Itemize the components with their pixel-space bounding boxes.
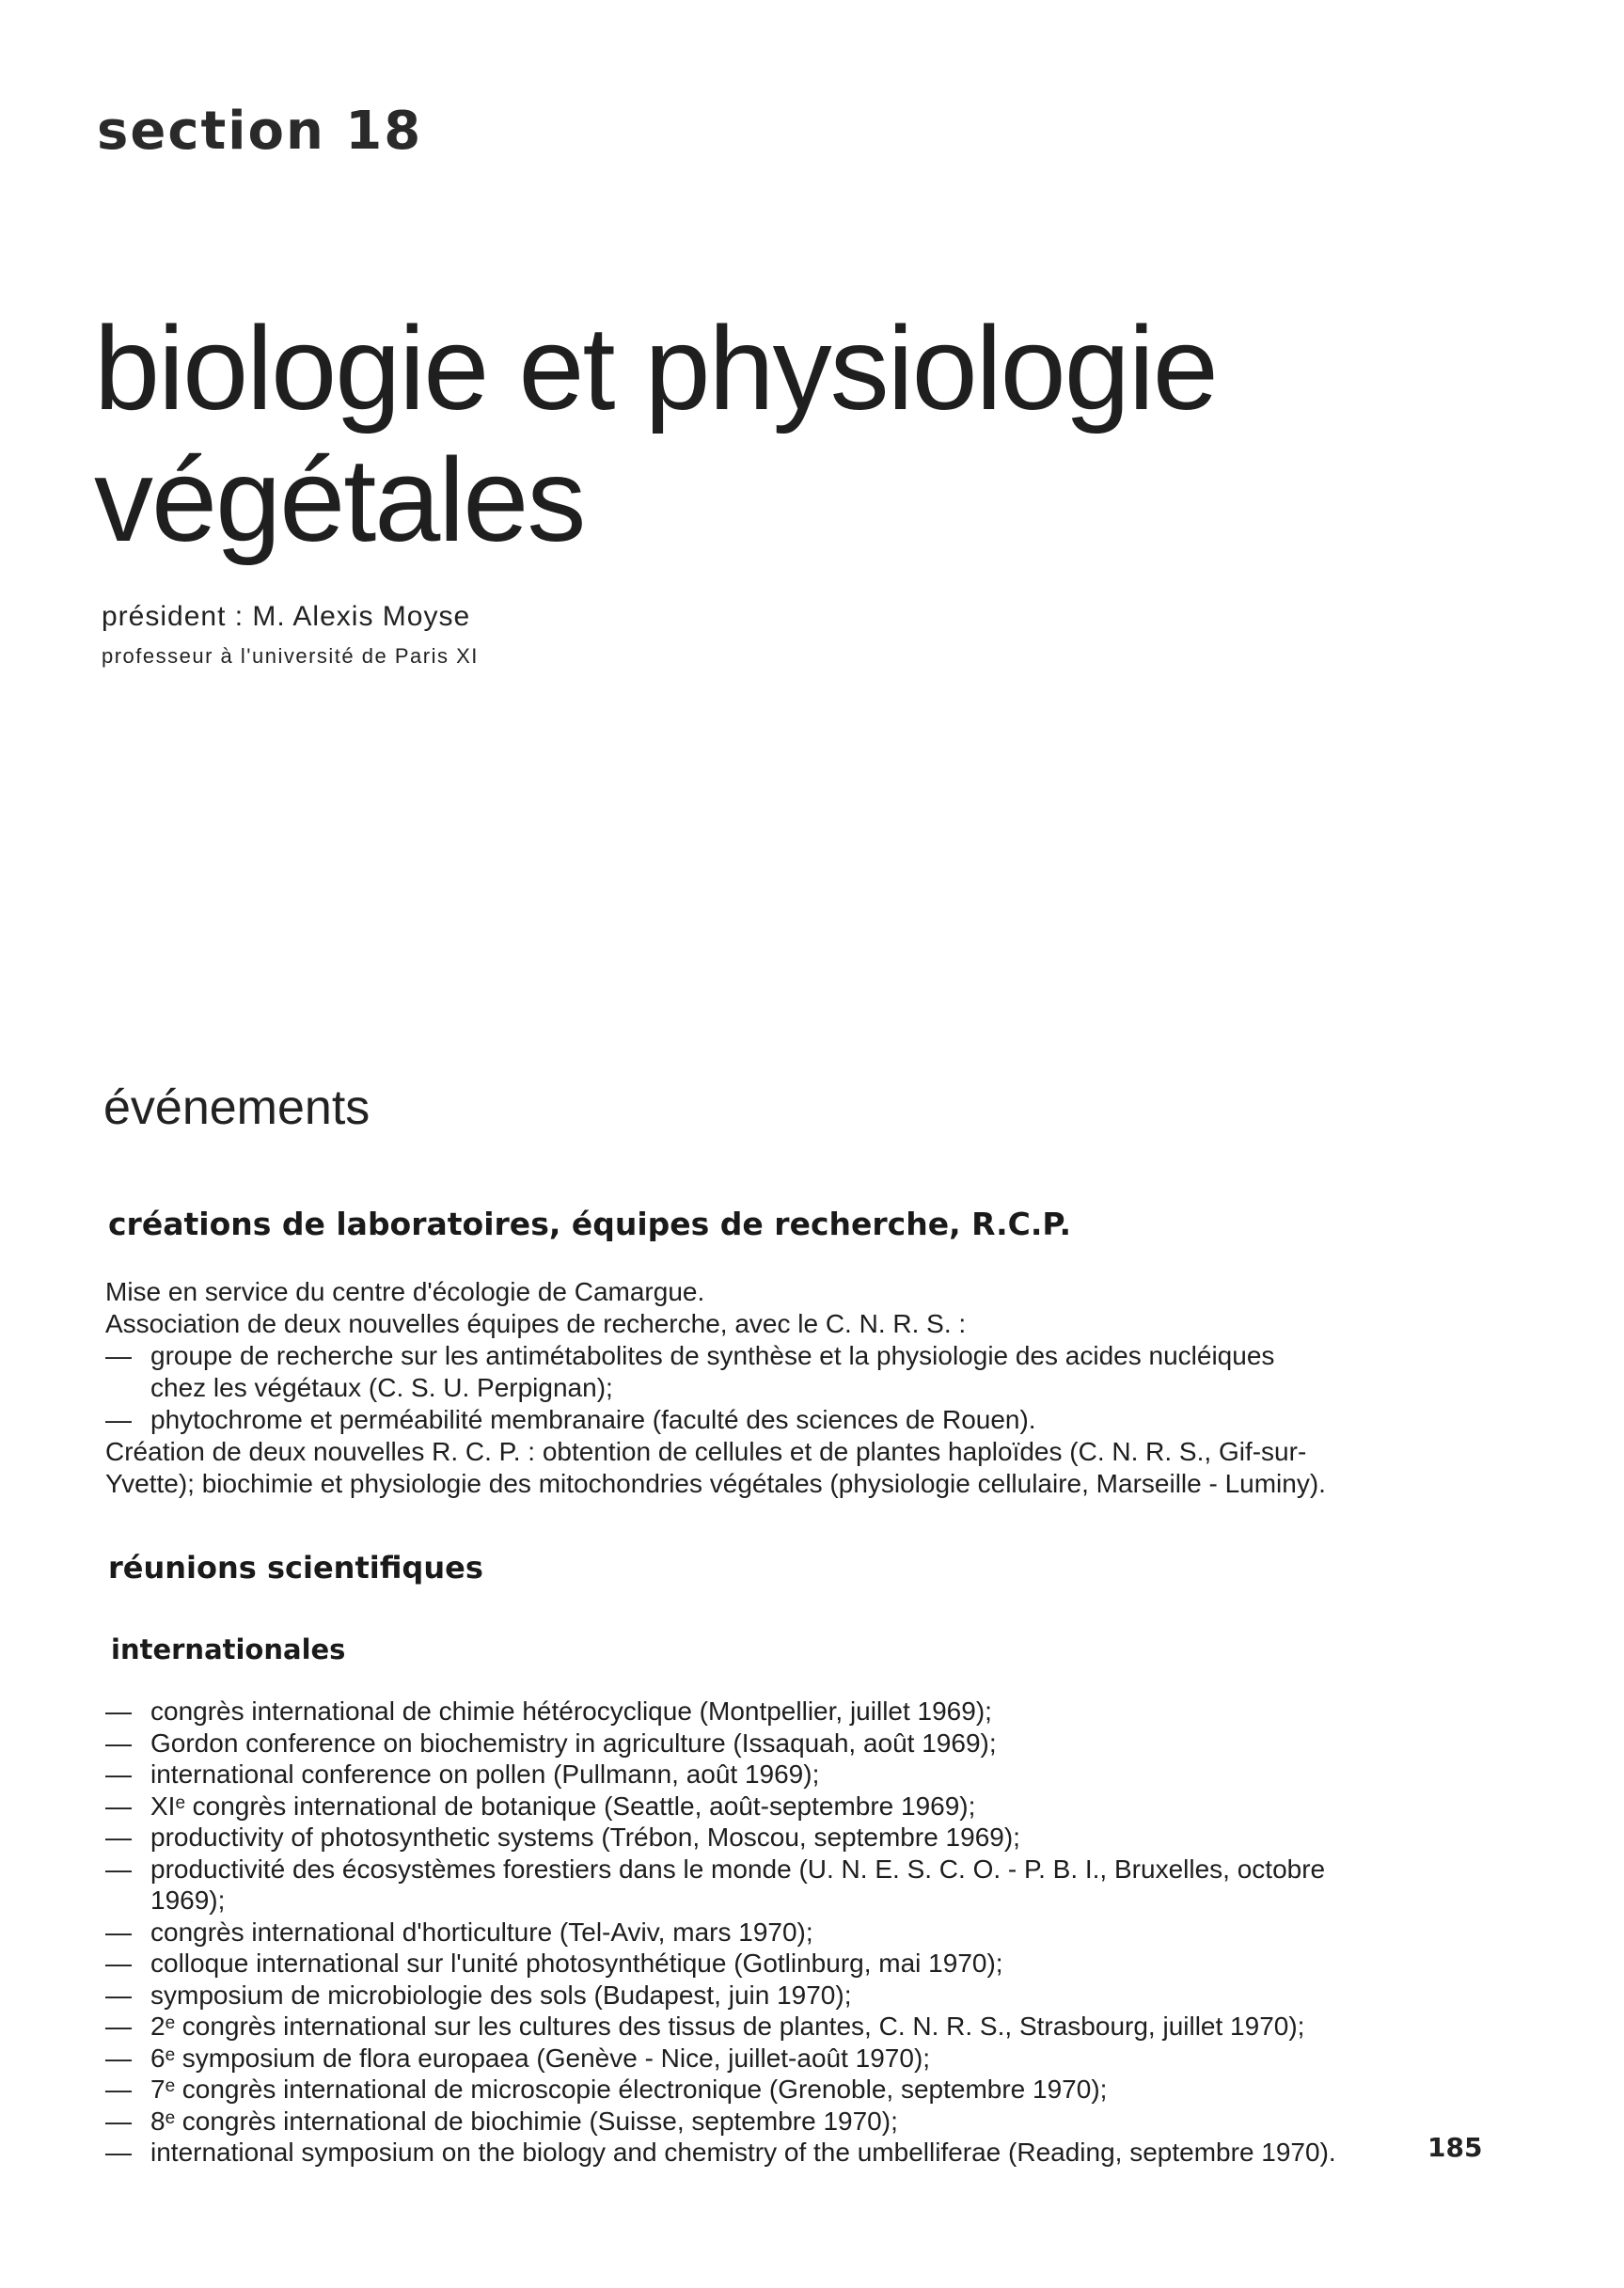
creations-line [105,1468,1516,1500]
list-item-text: 6ᵉ symposium de flora europaea (Genève - Nice, juillet-août 1970); [150,2043,931,2073]
list-item-text: productivité des écosystèmes forestiers dans le monde (U. N. E. S. C. O. - P. B. I., Bruxelles, octobre [150,1854,1326,1884]
reunions-heading: réunions scientifiques [108,1550,483,1586]
list-item [105,1948,1516,1980]
creations-line-text: phytochrome et perméabilité membranaire (faculté des sciences de Rouen). [150,1405,1036,1434]
reunions-list [105,1696,1516,2169]
list-item-text: international symposium on the biology and chemistry of the umbelliferae (Reading, septembre 1970). [150,2138,1336,2167]
section-label: section 18 [97,101,423,162]
list-item-text: 2ᵉ congrès international sur les cultures des tissus de plantes, C. N. R. S., Strasbourg, juillet 1970); [150,2012,1305,2041]
creations-line-text: groupe de recherche sur les antimétabolites de synthèse et la physiologie des acides nucléiques [150,1341,1275,1370]
creations-line [105,1276,1516,1308]
creations-heading: créations de laboratoires, équipes de recherche, R.C.P. [108,1206,1072,1242]
creations-line-text: chez les végétaux (C. S. U. Perpignan); [150,1373,613,1402]
list-item-text: congrès international de chimie hétérocyclique (Montpellier, juillet 1969); [150,1696,992,1726]
list-item-text: XIᵉ congrès international de botanique (Seattle, août-septembre 1969); [150,1791,976,1821]
list-item-text: 7ᵉ congrès international de microscopie électronique (Grenoble, septembre 1970); [150,2075,1108,2104]
dash-marker: — [105,1917,132,1947]
list-item-text: congrès international d'horticulture (Tel-Aviv, mars 1970); [150,1917,813,1947]
list-item [105,1917,1516,1949]
list-item [105,1728,1516,1759]
list-item-text: 8ᵉ congrès international de biochimie (Suisse, septembre 1970); [150,2106,898,2136]
creations-line-text: Association de deux nouvelles équipes de recherche, avec le C. N. R. S. : [105,1309,967,1338]
creations-line [105,1404,1516,1436]
dash-marker: — [105,1823,132,1852]
dash-marker: — [105,2012,132,2041]
dash-marker: — [105,1759,132,1789]
dash-marker: — [105,1854,132,1884]
list-item [105,1822,1516,1854]
creations-line-text: Création de deux nouvelles R. C. P. : obtention de cellules et de plantes haploïdes (C. N. R. S., Gif-sur- [105,1437,1307,1466]
list-item [105,2043,1516,2075]
dash-marker: — [105,1728,132,1758]
list-item-text: international conference on pollen (Pullmann, août 1969); [150,1759,820,1789]
page-number: 185 [1427,2132,1483,2163]
list-item [105,2132,1516,2169]
events-heading: événements [103,1081,371,1135]
dash-marker: — [105,2106,132,2136]
page-title-line-1: biologie et physiologie [94,302,1217,434]
president-affiliation: professeur à l'université de Paris XI [102,644,479,668]
internationales-heading: internationales [111,1633,346,1665]
dash-marker: — [105,2075,132,2104]
list-item [105,2106,1516,2138]
list-item-text: colloque international sur l'unité photosynthétique (Gotlinburg, mai 1970); [150,1949,1003,1978]
creations-line [105,1372,1516,1404]
president-line: président : M. Alexis Moyse [102,601,471,632]
list-item [105,2074,1516,2106]
dash-marker: — [105,1696,132,1726]
dash-marker: — [105,1791,132,1821]
list-item-continuation [105,1885,1516,1917]
dash-marker: — [105,1980,132,2010]
dash-marker: — [105,1341,132,1370]
page-title-line-2: végétales [94,434,585,566]
dash-marker: — [105,1405,132,1434]
list-item [105,1980,1516,2012]
list-item [105,1759,1516,1791]
list-item-text: symposium de microbiologie des sols (Budapest, juin 1970); [150,1980,852,2010]
dash-marker: — [105,2043,132,2073]
creations-line [105,1340,1516,1372]
list-item [105,2011,1516,2043]
list-item [105,1791,1516,1823]
creations-line-text: Mise en service du centre d'écologie de Camargue. [105,1277,705,1306]
creations-line [105,1308,1516,1340]
creations-paragraphs [105,1276,1516,1500]
creations-line-text: Yvette); biochimie et physiologie des mitochondries végétales (physiologie cellulaire, Marseille - Luminy). [105,1469,1326,1498]
list-item [105,1854,1516,1886]
list-item-text: Gordon conference on biochemistry in agriculture (Issaquah, août 1969); [150,1728,997,1758]
list-item-text: 1969); [150,1886,226,1915]
page-title [94,303,1217,566]
dash-marker: — [105,2138,132,2167]
creations-line [105,1436,1516,1468]
list-item [105,1696,1516,1728]
dash-marker: — [105,1949,132,1978]
list-item-text: productivity of photosynthetic systems (Trébon, Moscou, septembre 1969); [150,1823,1020,1852]
